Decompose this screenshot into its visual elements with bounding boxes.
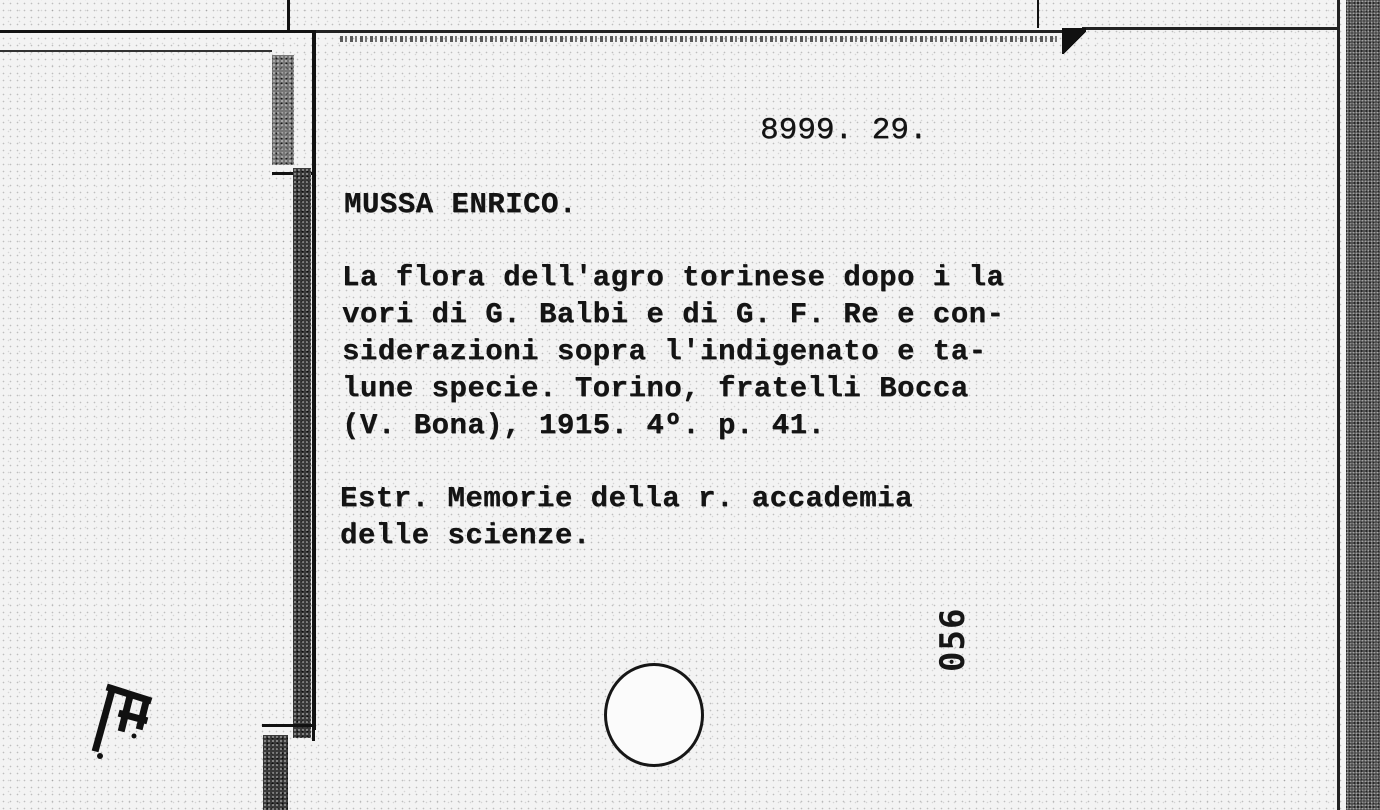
shelf-mark: 8999. 29. bbox=[760, 113, 928, 148]
holder-divider-right bbox=[1037, 0, 1039, 28]
holder-top-border-left bbox=[0, 30, 318, 33]
card-corner-clip bbox=[1062, 28, 1086, 54]
card-left-edge bbox=[312, 30, 316, 730]
card-tab-strip bbox=[293, 168, 311, 738]
note-line: Estr. Memorie della r. accademia bbox=[340, 482, 913, 515]
stamp-number-container bbox=[933, 607, 975, 702]
stamp-number: 056 bbox=[933, 607, 973, 672]
title-line: lune specie. Torino, fratelli Bocca bbox=[342, 372, 969, 405]
note-line: delle scienze. bbox=[340, 519, 591, 552]
title-line: (V. Bona), 1915. 4º. p. 41. bbox=[342, 409, 826, 442]
card-tab-lower bbox=[263, 735, 288, 810]
handwritten-mark bbox=[78, 676, 168, 766]
card-top-edge bbox=[316, 30, 1076, 33]
holder-divider-left bbox=[287, 0, 290, 30]
right-edge-texture bbox=[1346, 0, 1380, 810]
title-line: siderazioni sopra l'indigenato e ta- bbox=[342, 335, 987, 368]
author-heading: MUSSA ENRICO. bbox=[344, 188, 577, 221]
extract-note bbox=[340, 480, 913, 554]
title-description bbox=[342, 259, 1004, 444]
title-line: vori di G. Balbi e di G. F. Re e con- bbox=[342, 298, 1005, 331]
card-top-edge-texture bbox=[340, 36, 1060, 42]
card-right-edge bbox=[1337, 0, 1340, 810]
card-tab-upper bbox=[272, 55, 294, 165]
punch-hole bbox=[604, 663, 704, 767]
holder-top-border-left-inner bbox=[0, 50, 272, 52]
title-line: La flora dell'agro torinese dopo i la bbox=[342, 261, 1005, 294]
holder-top-border-right bbox=[1082, 27, 1340, 30]
